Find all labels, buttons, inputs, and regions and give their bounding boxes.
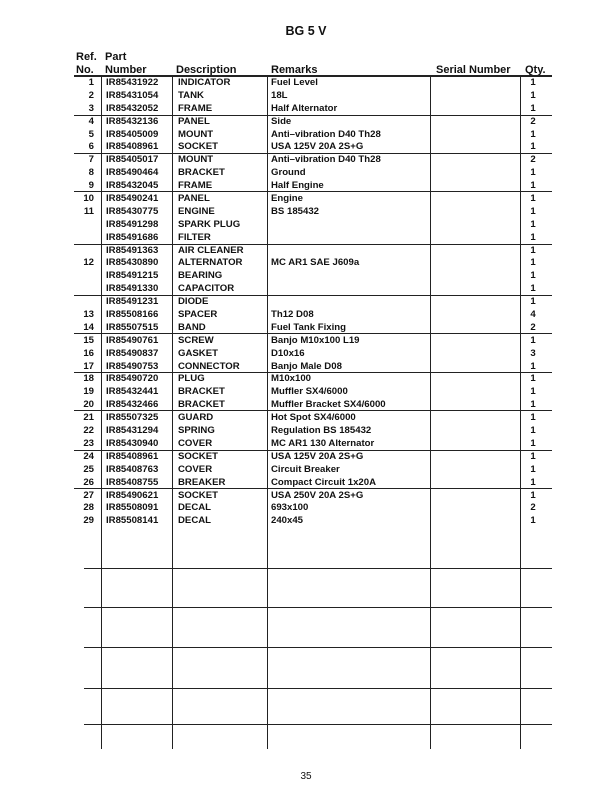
- cell-ref-no: 22: [83, 425, 94, 437]
- table-row: [0, 437, 612, 450]
- cell-remarks: Half Alternator: [271, 102, 338, 114]
- cell-ref-no: 11: [83, 205, 94, 217]
- table-row: [0, 514, 612, 527]
- cell-ref-no: 16: [83, 347, 94, 359]
- cell-remarks: Regulation BS 185432: [271, 425, 372, 437]
- cell-description: ENGINE: [178, 205, 215, 217]
- cell-qty: 1: [530, 373, 536, 385]
- cell-qty: 2: [530, 502, 536, 514]
- cell-description: TANK: [178, 89, 204, 101]
- cell-part-number: IR85408755: [106, 476, 159, 488]
- cell-part-number: IR85408961: [106, 141, 159, 153]
- cell-part-number: IR85432052: [106, 102, 159, 114]
- cell-qty: 1: [530, 180, 536, 192]
- cell-ref-no: 26: [83, 476, 94, 488]
- cell-part-number: IR85408763: [106, 463, 159, 475]
- cell-qty: 1: [530, 437, 536, 449]
- cell-ref-no: 3: [88, 102, 94, 114]
- cell-ref-no: 10: [83, 193, 94, 205]
- cell-part-number: IR85491215: [106, 270, 159, 282]
- cell-part-number: IR85490753: [106, 360, 159, 372]
- cell-qty: 2: [530, 321, 536, 333]
- cell-description: BRACKET: [178, 386, 225, 398]
- cell-description: MOUNT: [178, 128, 214, 140]
- cell-ref-no: 29: [83, 515, 94, 527]
- table-row: [0, 166, 612, 179]
- cell-remarks: USA 125V 20A 2S+G: [271, 450, 364, 462]
- page-number: 35: [300, 771, 312, 782]
- cell-description: SOCKET: [178, 141, 218, 153]
- cell-remarks: Circuit Breaker: [271, 463, 340, 475]
- cell-qty: 1: [530, 193, 536, 205]
- cell-part-number: IR85490241: [106, 193, 159, 205]
- cell-qty: 4: [530, 309, 536, 321]
- cell-description: BREAKER: [178, 476, 226, 488]
- table-row: [0, 115, 612, 128]
- table-row: [0, 140, 612, 153]
- cell-qty: 1: [530, 102, 536, 114]
- cell-part-number: IR85431922: [106, 77, 159, 88]
- table-row: [0, 424, 612, 437]
- cell-part-number: IR85432045: [106, 180, 159, 192]
- cell-ref-no: 2: [88, 89, 94, 101]
- header-ref-line1: Ref.: [76, 51, 97, 63]
- cell-qty: 1: [530, 334, 536, 346]
- table-row: [0, 308, 612, 321]
- blank-row-line: [84, 568, 552, 569]
- table-row: [0, 89, 612, 102]
- cell-description: BAND: [178, 321, 206, 333]
- cell-part-number: IR85432466: [106, 399, 159, 411]
- cell-description: SPACER: [178, 309, 218, 321]
- cell-part-number: IR85432136: [106, 115, 159, 127]
- cell-remarks: MC AR1 130 Alternator: [271, 437, 375, 449]
- cell-description: GASKET: [178, 347, 218, 359]
- table-row: [0, 231, 612, 244]
- cell-qty: 1: [530, 450, 536, 462]
- cell-part-number: IR85490720: [106, 373, 159, 385]
- cell-description: DECAL: [178, 515, 212, 527]
- cell-qty: 1: [530, 463, 536, 475]
- cell-part-number: IR85405009: [106, 128, 159, 140]
- cell-ref-no: 18: [83, 373, 94, 385]
- cell-remarks: 693x100: [271, 502, 309, 514]
- cell-remarks: Half Engine: [271, 180, 324, 192]
- cell-qty: 1: [530, 141, 536, 153]
- table-row: [0, 321, 612, 334]
- header-ref-no: [76, 51, 97, 77]
- table-row: [0, 334, 612, 347]
- cell-ref-no: 23: [83, 437, 94, 449]
- cell-ref-no: 9: [88, 180, 94, 192]
- table-row: [0, 450, 612, 463]
- cell-remarks: D10x16: [271, 347, 305, 359]
- cell-description: SOCKET: [178, 489, 218, 501]
- cell-qty: 1: [530, 218, 536, 230]
- cell-description: SPARK PLUG: [178, 218, 241, 230]
- cell-ref-no: 13: [83, 309, 94, 321]
- cell-description: CONNECTOR: [178, 360, 240, 372]
- cell-description: MOUNT: [178, 154, 214, 166]
- cell-description: SOCKET: [178, 450, 218, 462]
- cell-ref-no: 21: [83, 412, 94, 424]
- cell-qty: 1: [530, 399, 536, 411]
- cell-description: FILTER: [178, 231, 211, 243]
- cell-description: BRACKET: [178, 399, 225, 411]
- table-row: [0, 489, 612, 502]
- cell-part-number: IR85490761: [106, 334, 159, 346]
- cell-description: FRAME: [178, 180, 213, 192]
- cell-remarks: Ground: [271, 167, 306, 179]
- cell-remarks: Muffler SX4/6000: [271, 386, 348, 398]
- cell-qty: 1: [530, 283, 536, 295]
- cell-part-number: IR85432441: [106, 386, 159, 398]
- cell-part-number: IR85490837: [106, 347, 159, 359]
- cell-part-number: IR85507515: [106, 321, 159, 333]
- table-row: [0, 385, 612, 398]
- table-row: [0, 372, 612, 385]
- cell-ref-no: 6: [88, 141, 94, 153]
- table-row: [0, 102, 612, 115]
- cell-part-number: IR85430890: [106, 257, 159, 269]
- table-row: [0, 360, 612, 373]
- cell-ref-no: 14: [83, 321, 94, 333]
- cell-description: COVER: [178, 437, 213, 449]
- cell-remarks: Fuel Level: [271, 77, 318, 88]
- cell-ref-no: 15: [83, 334, 94, 346]
- table-row: [0, 153, 612, 166]
- cell-description: PLUG: [178, 373, 205, 385]
- cell-description: COVER: [178, 463, 213, 475]
- parts-table-body: [0, 76, 612, 527]
- cell-part-number: IR85430940: [106, 437, 159, 449]
- cell-ref-no: 1: [88, 77, 94, 88]
- cell-description: AIR CLEANER: [178, 244, 244, 256]
- cell-remarks: Th12 D08: [271, 309, 314, 321]
- header-remarks: Remarks: [271, 64, 318, 76]
- cell-remarks: Side: [271, 115, 292, 127]
- cell-ref-no: 25: [83, 463, 94, 475]
- table-row: [0, 501, 612, 514]
- table-row: [0, 295, 612, 308]
- cell-qty: 1: [530, 257, 536, 269]
- cell-ref-no: 8: [88, 167, 94, 179]
- cell-qty: 1: [530, 128, 536, 140]
- cell-qty: 1: [530, 77, 536, 88]
- table-row: [0, 476, 612, 489]
- cell-qty: 1: [530, 386, 536, 398]
- cell-remarks: Muffler Bracket SX4/6000: [271, 399, 386, 411]
- cell-remarks: Anti–vibration D40 Th28: [271, 154, 381, 166]
- cell-ref-no: 24: [83, 450, 94, 462]
- cell-qty: 1: [530, 425, 536, 437]
- cell-ref-no: 17: [83, 360, 94, 372]
- cell-qty: 1: [530, 205, 536, 217]
- cell-ref-no: 28: [83, 502, 94, 514]
- cell-qty: 1: [530, 89, 536, 101]
- cell-remarks: 18L: [271, 89, 288, 101]
- table-row: [0, 244, 612, 257]
- cell-ref-no: 7: [88, 154, 94, 166]
- header-part-line1: Part: [105, 51, 127, 63]
- header-qty: Qty.: [525, 64, 546, 76]
- cell-qty: 1: [530, 244, 536, 256]
- cell-description: CAPACITOR: [178, 283, 235, 295]
- table-row: [0, 411, 612, 424]
- cell-ref-no: 20: [83, 399, 94, 411]
- cell-qty: 1: [530, 360, 536, 372]
- table-row: [0, 256, 612, 269]
- table-row: [0, 398, 612, 411]
- cell-description: PANEL: [178, 115, 210, 127]
- table-row: [0, 347, 612, 360]
- cell-part-number: IR85431054: [106, 89, 159, 101]
- cell-description: DIODE: [178, 296, 209, 308]
- cell-remarks: USA 125V 20A 2S+G: [271, 141, 364, 153]
- cell-part-number: IR85431294: [106, 425, 159, 437]
- cell-part-number: IR85490621: [106, 489, 159, 501]
- table-row: [0, 205, 612, 218]
- page-title: BG 5 V: [285, 24, 327, 38]
- blank-row-line: [84, 688, 552, 689]
- cell-remarks: 240x45: [271, 515, 304, 527]
- cell-remarks: Hot Spot SX4/6000: [271, 412, 356, 424]
- blank-row-line: [84, 647, 552, 648]
- header-serial-number: Serial Number: [436, 64, 511, 76]
- table-row: [0, 282, 612, 295]
- cell-remarks: Banjo Male D08: [271, 360, 342, 372]
- blank-row-line: [84, 607, 552, 608]
- cell-description: PANEL: [178, 193, 210, 205]
- cell-ref-no: 5: [88, 128, 94, 140]
- cell-remarks: M10x100: [271, 373, 312, 385]
- cell-part-number: IR85508141: [106, 515, 159, 527]
- cell-part-number: IR85508091: [106, 502, 159, 514]
- cell-qty: 1: [530, 231, 536, 243]
- blank-row-line: [84, 724, 552, 725]
- cell-description: BEARING: [178, 270, 223, 282]
- cell-qty: 1: [530, 167, 536, 179]
- cell-part-number: IR85508166: [106, 309, 159, 321]
- cell-part-number: IR85491363: [106, 244, 159, 256]
- cell-part-number: IR85408961: [106, 450, 159, 462]
- cell-ref-no: 12: [83, 257, 94, 269]
- cell-remarks: Banjo M10x100 L19: [271, 334, 360, 346]
- cell-part-number: IR85491231: [106, 296, 159, 308]
- table-row: [0, 76, 612, 89]
- table-row: [0, 269, 612, 282]
- table-row: [0, 128, 612, 141]
- cell-description: BRACKET: [178, 167, 225, 179]
- cell-qty: 2: [530, 115, 536, 127]
- cell-qty: 1: [530, 515, 536, 527]
- cell-remarks: Compact Circuit 1x20A: [271, 476, 377, 488]
- table-row: [0, 218, 612, 231]
- cell-qty: 1: [530, 296, 536, 308]
- cell-qty: 3: [530, 347, 536, 359]
- cell-qty: 1: [530, 270, 536, 282]
- table-row: [0, 463, 612, 476]
- cell-description: SCREW: [178, 334, 214, 346]
- cell-description: ALTERNATOR: [178, 257, 243, 269]
- cell-remarks: BS 185432: [271, 205, 320, 217]
- cell-remarks: MC AR1 SAE J609a: [271, 257, 360, 269]
- header-description: Description: [176, 64, 237, 76]
- cell-remarks: Engine: [271, 193, 303, 205]
- cell-qty: 2: [530, 154, 536, 166]
- header-part-line2: Number: [105, 64, 147, 76]
- cell-ref-no: 19: [83, 386, 94, 398]
- cell-description: SPRING: [178, 425, 215, 437]
- cell-remarks: USA 250V 20A 2S+G: [271, 489, 364, 501]
- cell-qty: 1: [530, 476, 536, 488]
- cell-ref-no: 27: [83, 489, 94, 501]
- cell-qty: 1: [530, 412, 536, 424]
- cell-part-number: IR85507325: [106, 412, 159, 424]
- table-row: [0, 192, 612, 205]
- cell-ref-no: 4: [88, 115, 94, 127]
- cell-part-number: IR85490464: [106, 167, 159, 179]
- table-row: [0, 179, 612, 192]
- cell-description: INDICATOR: [178, 77, 231, 88]
- cell-remarks: Anti–vibration D40 Th28: [271, 128, 381, 140]
- header-part-number: [105, 51, 147, 77]
- cell-part-number: IR85405017: [106, 154, 159, 166]
- cell-part-number: IR85491330: [106, 283, 159, 295]
- header-ref-line2: No.: [76, 64, 94, 76]
- cell-qty: 1: [530, 489, 536, 501]
- cell-description: GUARD: [178, 412, 214, 424]
- cell-description: DECAL: [178, 502, 212, 514]
- cell-part-number: IR85430775: [106, 205, 159, 217]
- cell-part-number: IR85491298: [106, 218, 159, 230]
- cell-part-number: IR85491686: [106, 231, 159, 243]
- cell-description: FRAME: [178, 102, 213, 114]
- cell-remarks: Fuel Tank Fixing: [271, 321, 346, 333]
